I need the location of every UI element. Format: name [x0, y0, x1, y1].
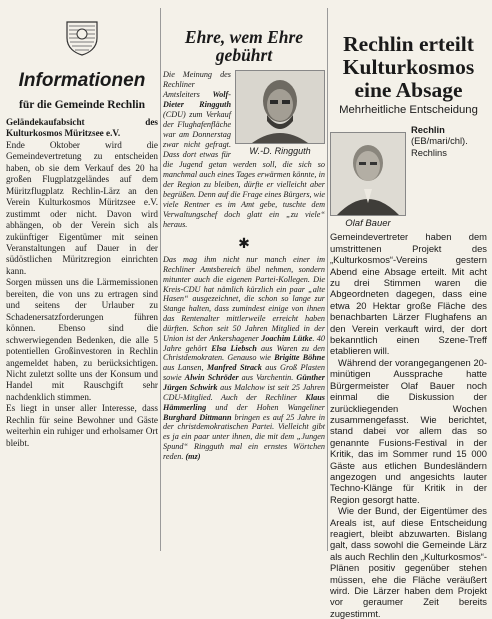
photo-caption: Olaf Bauer	[345, 218, 391, 229]
dateline-source: (EB/mari/chl).	[411, 135, 468, 147]
photo-caption: W.-D. Ringguth	[249, 146, 311, 156]
intro-name: Wolf-Dieter Ringguth	[163, 90, 231, 109]
body-text: bringen es auf 25 Jahre in der christdemokratischen Partei. Vielleicht gibt es ja ein paar unter ihnen, die mit dem „Jungen Spund“ Ringguth mal ein ernstes Wörtchen reden.	[163, 412, 326, 461]
person-name: Günther Jürgen Schwirk	[163, 373, 325, 392]
info-paragraph: Ende Oktober wird die Gemeindevertretung zu entscheiden haben, ob sie dem Verkauf des 20 ha großen Flugplatzgeländes auf dem Müritzflugplatz Rechlin-Lärz an den Verein Kulturkosmos Müritzsee e.V. zustimmt oder nicht. Davon wird abhängen, ob der Verein sich als zukünftiger Eigentümer mit seinen Veranstaltungen auf Dauer in der südöstlichen Müritzregion einrichten kann.	[6, 139, 158, 276]
column-divider	[160, 8, 161, 551]
article-paragraph: Wie der Bund, der Eigentümer des Areals ist, auf diese Entscheidung reagiert, bleibt abzuwarten. Bislang galt, dass sowohl die Gemeinde Lärz als auch Rechlin den „Kulturkosmos“-Plänen positiv gegenüber stehen müssen, ehe die Fläche veräußert wird. Die Lärzer haben dem Projekt vor geraumer Zeit bereits zugestimmt.	[330, 505, 487, 619]
body-text: aus Waren zu den Christdemokraten. Genauso wie	[163, 343, 326, 363]
body-text: aus Varchentin.	[238, 373, 297, 383]
subheadline: Mehrheitliche Entscheidung	[339, 104, 478, 116]
separator-star-icon: ✱	[238, 237, 250, 252]
person-name: Elsa Liebsch	[211, 343, 257, 353]
body-text: aus Lansen,	[163, 363, 207, 373]
column-article	[330, 0, 487, 619]
commentary-body	[163, 255, 325, 462]
portrait-photo	[330, 132, 406, 216]
info-paragraph: Es liegt in unser aller Interesse, dass Rechlin für seine Bewohner und Gäste weiterhin ein ruhiger und erholsamer Ort bleibt.	[6, 403, 158, 448]
article-paragraph: Während der vorangegangenen 20-minütigen Aussprache hatte Bürgermeister Olaf Bauer noch einmal die Diskussion der zurückliegenden Wochen zusammengefasst. Wie berichtet, stand dabei vor allem das so genannte Fusions-Festival in der Kritik, das im Sommer rund 15 000 Gäste aus etlichen Bundesländern angezogen und angesichts lauter Techno-Klänge für Kritik in der Region gesorgt hatte.	[330, 356, 487, 505]
commentary-title: Ehre, wem Ehre gebührt	[184, 27, 304, 65]
person-name: Joachim Lütke	[261, 333, 313, 343]
person-name: Burghard Dittmann	[163, 412, 232, 422]
intro-text: Die Meinung des Rechliner Amtsleiters	[163, 70, 231, 99]
portrait-photo	[235, 70, 325, 144]
info-title: Informationen	[18, 70, 146, 91]
person-name: Klaus Hämmerling	[163, 392, 325, 412]
column-commentary	[163, 0, 325, 462]
body-text: Das mag ihm nicht nur manch einer im Rechliner Amtsbereich übel nehmen, sondern mitunter auch die eigenen Partei-Kollegen. Die Kreis-CDU hat nämlich kürzlich ein paar „alte Hasen“ ausgezeichnet, die schon so lange zur Stange halten, dass zumindest einige von ihnen das Rentenalter mittlerweile erreicht haben dürften. Schon seit 50 Jahren Mitglied in der Union ist der Ankershagener	[163, 255, 325, 343]
info-lead: Geländekaufabsicht des Kulturkosmos Müritzsee e.V.	[6, 117, 158, 139]
body-text: . 40 Jahre gehört	[163, 333, 325, 353]
headline: Rechlin erteilt Kulturkosmos eine Absage	[342, 32, 475, 102]
person-name: Brigitte Böhne	[274, 353, 325, 363]
intro-text: (CDU) zum Verkauf der Flughafenfläche war am Donnerstag zwar nicht gefragt. Dass dort etwas für die Jugend getan werden soll, die sich so manchmal auch eines Tages erwärmen könnte, in der Region zu bleiben, dürfte er vielleicht aber begrüßen. Denn auf die Frage eines Bürgers, wie viele Rentner es im Amt gebe, tuschte dem Verwaltungschef doch glatt ein „zu viele“ heraus.	[163, 110, 325, 229]
person-name: (mz)	[185, 451, 201, 461]
body-text: und der Hohen Wangeliner	[206, 402, 325, 412]
person-name: Alwin Schröder	[184, 373, 239, 383]
info-paragraph: Sorgen müssen uns die Lärmemissionen bereiten, die von uns zu ertragen sind und seitens der Urlauber zu Schadenersatzforderungen führen können. Ebenso sind die schwerwiegenden Bedenken, die alle 5 potentiellen Großinvestoren in Rechlin angemeldet haben, zu berücksichtigen. Nicht zuletzt sollte uns der Konsum und Handel mit Rauschgift sehr nachdenklich stimmen.	[6, 277, 158, 402]
column-information	[6, 0, 158, 449]
column-divider	[327, 8, 328, 551]
coat-of-arms-icon	[65, 20, 99, 56]
article-paragraph: Rechlins Gemeindevertreter haben dem umstrittenen Projekt des „Kulturkosmos“-Vereins gestern Abend eine Absage erteilt. Mit acht zu drei Stimmen waren die Abgeordneten dagegen, dass eine etwa 20 Hektar große Fläche des benachbarten Lärzer Flughafens an den Verein verkauft wird, der dort bekanntlich einen Szene-Treff etablieren will.	[330, 146, 487, 357]
dateline-place: Rechlin	[411, 124, 445, 135]
body-text: aus Groß Plasten sowie	[163, 363, 326, 383]
info-subtitle: für die Gemeinde Rechlin	[19, 99, 145, 111]
body-text: aus Malchow ist seit 25 Jahren CDU-Mitglied. Auch der Rechliner	[163, 382, 325, 402]
person-name: Manfred Strack	[206, 363, 262, 373]
